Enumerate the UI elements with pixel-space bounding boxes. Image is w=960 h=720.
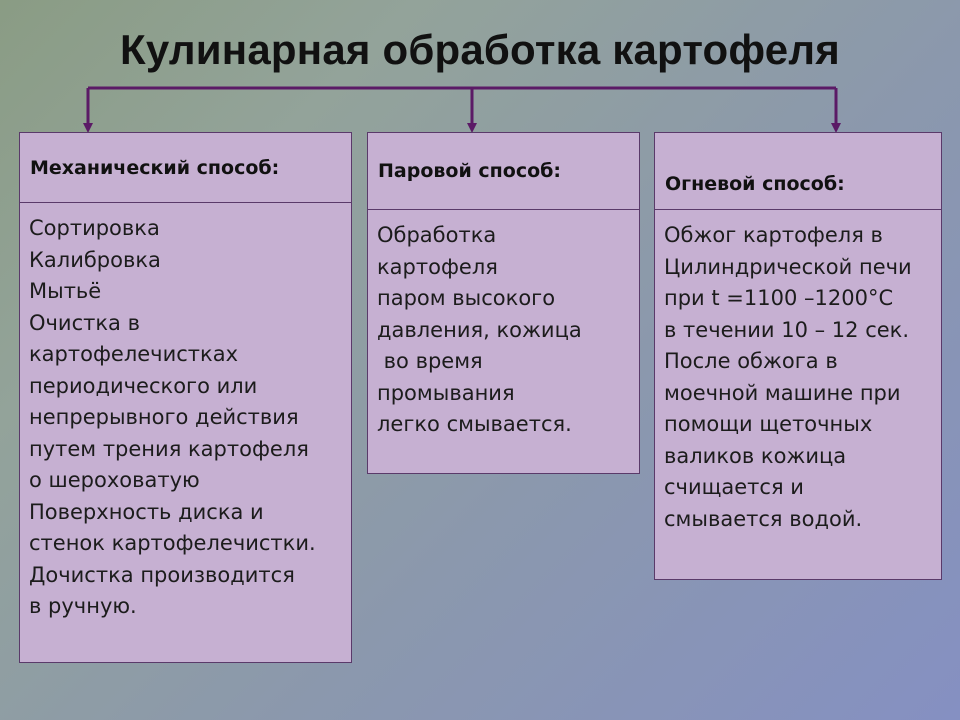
text-line: валиков кожица [664,443,847,468]
text-line: в ручную. [29,594,137,618]
text-line: моечной машине при [664,380,901,405]
fire-method-box [654,132,942,580]
mechanical-method-text [20,203,351,623]
text-line: стенок картофелечистки. [29,531,316,555]
text-line: промывания [377,380,515,405]
text-line: Очистка в [29,310,140,335]
text-line: давления, кожица [377,317,582,342]
text-line: Обработка [377,223,497,247]
steam-method-text [368,210,639,441]
text-line: Дочистка производится [29,562,295,587]
fire-method-heading: Огневой способ: [655,133,941,210]
text-line: Цилиндрической печи [664,254,912,279]
text-line: смывается водой. [664,506,863,531]
text-line: непрерывного действия [29,405,299,429]
mechanical-method-heading: Механический способ: [20,133,351,203]
mechanical-method-box [19,132,352,663]
text-line: Мытьё [29,279,102,303]
text-line: периодического или [29,373,258,398]
steam-method-box [367,132,640,474]
text-line: счищается и [664,475,804,499]
text-line: паром высокого [377,286,556,310]
text-line: путем трения картофеля [29,436,309,461]
text-line: Сортировка [29,216,160,240]
text-line: в течении 10 – 12 сек. [664,317,910,342]
text-line: Калибровка [29,247,161,272]
text-line: легко смывается. [377,412,572,436]
page-title: Кулинарная обработка картофеля [120,26,840,73]
fire-method-text [655,210,941,535]
text-line: картофеля [377,254,498,279]
text-line: помощи щеточных [664,412,873,436]
text-line: Поверхность диска и [29,499,264,524]
text-line: После обжога в [664,349,838,373]
steam-method-heading: Паровой способ: [368,133,639,210]
text-line: во время [377,349,483,373]
text-line: при t =1100 –1200°С [664,286,894,310]
text-line: картофелечистках [29,342,238,366]
text-line: Обжог картофеля в [664,223,883,247]
text-line: о шероховатую [29,468,200,492]
